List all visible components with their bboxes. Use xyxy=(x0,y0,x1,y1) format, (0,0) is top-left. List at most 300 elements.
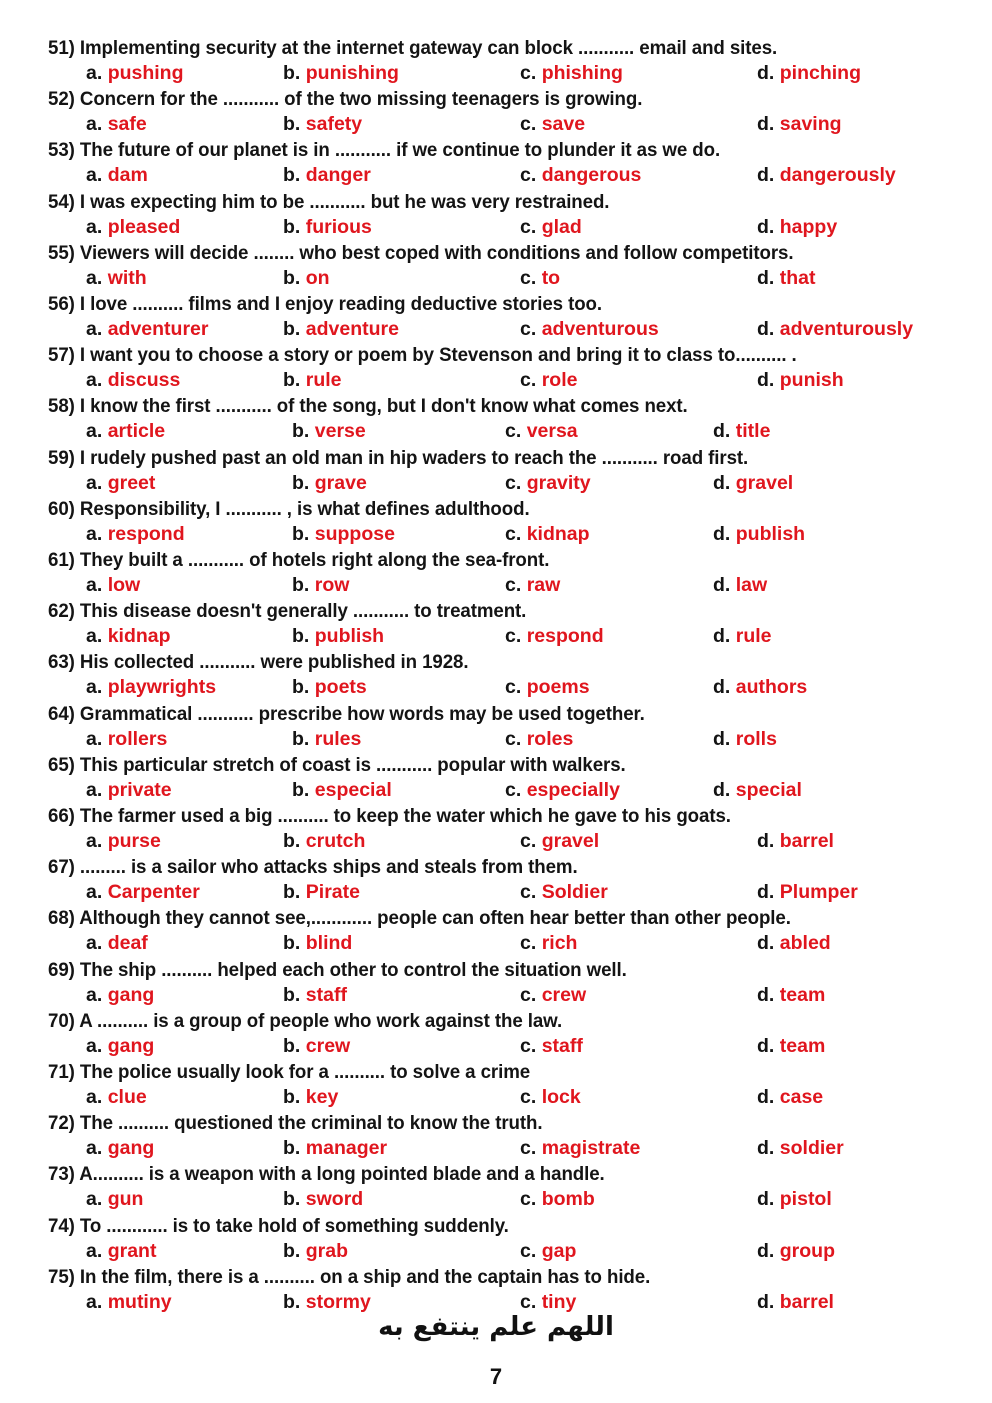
option-label: d. xyxy=(757,1188,775,1211)
option-label: b. xyxy=(283,318,301,340)
answer-option-c[interactable] xyxy=(520,1137,640,1160)
answer-option-c[interactable] xyxy=(520,830,599,853)
answer-option-b[interactable] xyxy=(292,676,367,699)
question-number: 65) xyxy=(48,753,75,776)
answer-option-c[interactable] xyxy=(520,369,577,392)
option-label: a. xyxy=(86,983,103,1006)
option-text: Pirate xyxy=(305,881,360,904)
answer-option-a[interactable] xyxy=(86,164,148,187)
question-stem xyxy=(48,88,642,111)
option-text: gang xyxy=(107,1137,155,1160)
option-label: b. xyxy=(283,369,301,392)
answer-option-a[interactable] xyxy=(86,1086,147,1109)
question-text: The .......... questioned the criminal to know the truth. xyxy=(79,1112,543,1135)
answer-option-c[interactable] xyxy=(520,881,608,904)
option-text: suppose xyxy=(314,522,395,545)
question-stem xyxy=(48,447,748,470)
option-text: case xyxy=(779,1086,824,1108)
answer-option-a[interactable] xyxy=(86,574,140,597)
option-label: a. xyxy=(86,1188,103,1211)
option-text: rules xyxy=(314,727,362,750)
option-label: a. xyxy=(86,1034,103,1057)
option-text: dangerously xyxy=(779,164,896,187)
answer-option-b[interactable] xyxy=(283,1035,350,1058)
answer-option-a[interactable] xyxy=(86,267,147,290)
option-text: gravity xyxy=(526,471,591,494)
question-stem xyxy=(48,1061,530,1084)
answer-option-d[interactable] xyxy=(757,881,858,904)
question-number: 59) xyxy=(48,446,75,469)
option-text: adventurously xyxy=(779,318,914,340)
option-label: b. xyxy=(292,420,310,443)
question-stem xyxy=(48,37,777,60)
option-label: b. xyxy=(283,266,301,289)
answer-option-b[interactable] xyxy=(283,1240,348,1263)
option-text: furious xyxy=(305,215,372,238)
question-text: To ............ is to take hold of something suddenly. xyxy=(79,1214,509,1237)
answer-option-c[interactable] xyxy=(520,62,623,85)
answer-option-c[interactable] xyxy=(520,164,641,187)
answer-option-b[interactable] xyxy=(292,472,367,495)
answer-option-c[interactable] xyxy=(505,523,590,546)
question-text: This disease doesn't generally ........... to treatment. xyxy=(79,600,527,623)
question-text: The farmer used a big .......... to keep the water which he gave to his goats. xyxy=(79,805,731,827)
footer-prayer: اللهم علم ينتفع به xyxy=(378,1312,614,1342)
answer-option-b[interactable] xyxy=(283,318,399,341)
answer-option-d[interactable] xyxy=(757,1137,844,1160)
option-label: d. xyxy=(757,830,775,852)
answer-option-a[interactable] xyxy=(86,420,165,443)
question-stem xyxy=(48,549,549,572)
option-text: low xyxy=(107,574,141,596)
answer-option-c[interactable] xyxy=(520,932,577,955)
option-text: staff xyxy=(541,1034,583,1057)
option-label: c. xyxy=(520,983,537,1006)
answer-option-b[interactable] xyxy=(283,984,347,1007)
answer-option-c[interactable] xyxy=(520,216,582,239)
answer-option-d[interactable] xyxy=(757,1035,825,1058)
option-label: d. xyxy=(757,1086,775,1108)
option-text: magistrate xyxy=(541,1137,641,1160)
option-label: b. xyxy=(283,62,301,84)
answer-option-b[interactable] xyxy=(283,164,371,187)
answer-option-b[interactable] xyxy=(292,420,366,443)
option-text: dangerous xyxy=(541,164,642,187)
option-label: c. xyxy=(520,1086,537,1108)
answer-option-d[interactable] xyxy=(757,932,831,955)
option-text: grab xyxy=(305,1239,349,1262)
answer-option-b[interactable] xyxy=(283,881,360,904)
question-text: I rudely pushed past an old man in hip waders to reach the ........... road first. xyxy=(79,446,749,469)
question-number: 72) xyxy=(48,1112,75,1135)
option-label: a. xyxy=(86,471,103,494)
question-text: I know the first ........... of the song, but I don't know what comes next. xyxy=(79,395,688,418)
answer-option-b[interactable] xyxy=(283,369,342,392)
question-text: Responsibility, I ........... , is what defines adulthood. xyxy=(79,497,530,520)
option-label: a. xyxy=(86,113,103,136)
option-text: adventure xyxy=(305,318,399,340)
answer-option-d[interactable] xyxy=(713,728,777,751)
option-text: crew xyxy=(541,983,587,1006)
answer-option-d[interactable] xyxy=(713,574,767,597)
question-text: Grammatical ........... prescribe how words may be used together. xyxy=(79,702,645,725)
question-stem xyxy=(48,754,626,777)
answer-option-a[interactable] xyxy=(86,472,155,495)
answer-option-c[interactable] xyxy=(520,1240,576,1263)
question-text: Although they cannot see,............ people can often hear better than other people. xyxy=(79,907,791,930)
option-label: d. xyxy=(757,266,775,289)
option-text: purse xyxy=(107,830,161,852)
answer-option-b[interactable] xyxy=(283,216,372,239)
option-text: to xyxy=(541,266,561,289)
answer-option-d[interactable] xyxy=(757,830,834,853)
option-text: soldier xyxy=(779,1137,844,1160)
question-number: 61) xyxy=(48,549,75,571)
answer-option-c[interactable] xyxy=(520,318,659,341)
option-label: d. xyxy=(757,1034,775,1057)
option-text: gang xyxy=(107,983,155,1006)
answer-option-a[interactable] xyxy=(86,830,161,853)
answer-option-b[interactable] xyxy=(292,779,392,802)
page-number: 7 xyxy=(489,1364,503,1389)
answer-option-d[interactable] xyxy=(757,113,842,136)
answer-option-a[interactable] xyxy=(86,676,216,699)
question-text: They built a ........... of hotels right along the sea-front. xyxy=(79,549,550,571)
option-text: special xyxy=(735,778,802,801)
option-text: punishing xyxy=(305,62,399,84)
question-text: Concern for the ........... of the two missing teenagers is growing. xyxy=(79,88,643,111)
answer-option-d[interactable] xyxy=(757,267,816,290)
question-text: I love .......... films and I enjoy reading deductive stories too. xyxy=(79,293,602,315)
option-label: a. xyxy=(86,778,103,801)
answer-option-b[interactable] xyxy=(283,932,352,955)
option-label: c. xyxy=(505,676,522,699)
option-text: discuss xyxy=(107,369,181,392)
question-stem xyxy=(48,344,797,367)
question-number: 68) xyxy=(48,907,75,930)
answer-option-c[interactable] xyxy=(505,779,620,802)
answer-option-c[interactable] xyxy=(520,1086,581,1109)
answer-option-b[interactable] xyxy=(292,625,384,648)
option-text: law xyxy=(735,574,768,596)
option-text: versa xyxy=(526,420,578,443)
option-text: blind xyxy=(305,932,353,955)
option-text: key xyxy=(305,1086,339,1108)
option-text: adventurous xyxy=(541,318,659,340)
question-stem xyxy=(48,856,578,879)
question-number: 66) xyxy=(48,805,75,827)
question-text: Implementing security at the internet gateway can block ........... email and sites. xyxy=(79,37,778,59)
answer-option-c[interactable] xyxy=(520,1035,583,1058)
question-number: 75) xyxy=(48,1265,75,1288)
answer-option-a[interactable] xyxy=(86,1137,154,1160)
option-text: title xyxy=(735,420,771,443)
option-text: verse xyxy=(314,420,366,443)
option-text: mutiny xyxy=(107,1290,172,1313)
option-label: a. xyxy=(86,420,103,443)
option-label: d. xyxy=(757,881,775,904)
option-text: save xyxy=(541,113,586,136)
option-text: crutch xyxy=(305,830,366,852)
answer-option-b[interactable] xyxy=(292,574,349,597)
answer-option-a[interactable] xyxy=(86,932,148,955)
option-text: greet xyxy=(107,471,156,494)
question-stem xyxy=(48,1215,509,1238)
option-label: b. xyxy=(283,215,301,238)
answer-option-c[interactable] xyxy=(520,1188,595,1211)
answer-option-b[interactable] xyxy=(283,113,362,136)
answer-option-c[interactable] xyxy=(505,574,560,597)
option-label: d. xyxy=(757,62,775,84)
question-text: His collected ........... were published in 1928. xyxy=(79,651,469,674)
answer-option-a[interactable] xyxy=(86,216,180,239)
option-text: lock xyxy=(541,1086,581,1108)
option-text: Soldier xyxy=(541,881,608,904)
option-text: kidnap xyxy=(526,522,590,545)
answer-option-c[interactable] xyxy=(505,728,573,751)
option-text: row xyxy=(314,574,350,596)
answer-option-c[interactable] xyxy=(505,676,590,699)
option-label: d. xyxy=(757,983,775,1006)
question-text: ......... is a sailor who attacks ships and steals from them. xyxy=(79,856,578,879)
answer-option-d[interactable] xyxy=(757,62,861,85)
option-text: phishing xyxy=(541,62,623,84)
answer-option-c[interactable] xyxy=(520,113,585,136)
answer-option-d[interactable] xyxy=(757,318,913,341)
option-text: happy xyxy=(779,215,838,238)
option-text: Plumper xyxy=(779,881,858,904)
option-label: b. xyxy=(283,983,301,1006)
answer-option-b[interactable] xyxy=(292,728,361,751)
option-label: c. xyxy=(520,215,537,238)
option-label: c. xyxy=(520,1188,537,1211)
option-text: gun xyxy=(107,1188,144,1211)
answer-option-b[interactable] xyxy=(283,1086,338,1109)
question-number: 67) xyxy=(48,856,75,879)
question-text: The police usually look for a .......... to solve a crime xyxy=(79,1061,531,1083)
option-label: b. xyxy=(283,1239,301,1262)
answer-option-a[interactable] xyxy=(86,984,154,1007)
option-label: a. xyxy=(86,369,103,392)
answer-option-a[interactable] xyxy=(86,62,184,85)
option-text: manager xyxy=(305,1137,388,1160)
question-number: 52) xyxy=(48,88,75,111)
option-label: c. xyxy=(520,830,537,852)
option-label: d. xyxy=(757,1137,775,1160)
question-text: Viewers will decide ........ who best coped with conditions and follow competitors. xyxy=(79,241,794,264)
answer-option-a[interactable] xyxy=(86,523,185,546)
answer-option-d[interactable] xyxy=(757,1240,835,1263)
option-label: b. xyxy=(283,1188,301,1211)
question-stem xyxy=(48,191,609,214)
answer-option-d[interactable] xyxy=(713,779,802,802)
option-text: private xyxy=(107,778,172,801)
option-text: that xyxy=(779,266,816,289)
answer-option-d[interactable] xyxy=(757,1291,834,1314)
answer-option-b[interactable] xyxy=(283,267,330,290)
answer-option-d[interactable] xyxy=(713,676,807,699)
answer-option-a[interactable] xyxy=(86,625,171,648)
answer-option-d[interactable] xyxy=(757,164,896,187)
answer-option-b[interactable] xyxy=(292,523,395,546)
option-text: gravel xyxy=(735,471,794,494)
option-label: a. xyxy=(86,215,103,238)
answer-option-c[interactable] xyxy=(505,625,604,648)
option-label: b. xyxy=(283,113,301,136)
option-text: gravel xyxy=(541,830,600,852)
question-stem xyxy=(48,293,602,316)
question-number: 71) xyxy=(48,1061,75,1083)
answer-option-a[interactable] xyxy=(86,369,180,392)
answer-option-d[interactable] xyxy=(713,625,772,648)
option-label: d. xyxy=(713,625,731,648)
option-label: a. xyxy=(86,830,103,852)
option-text: clue xyxy=(107,1086,147,1108)
option-text: team xyxy=(779,1034,826,1057)
answer-option-a[interactable] xyxy=(86,728,167,751)
answer-option-d[interactable] xyxy=(713,472,793,495)
question-stem xyxy=(48,1112,542,1135)
answer-option-b[interactable] xyxy=(283,1137,387,1160)
option-label: b. xyxy=(292,574,310,596)
option-text: team xyxy=(779,983,826,1006)
answer-option-c[interactable] xyxy=(505,472,591,495)
option-text: barrel xyxy=(779,1290,834,1313)
option-text: rule xyxy=(735,625,772,648)
answer-option-a[interactable] xyxy=(86,1188,143,1211)
option-label: c. xyxy=(520,1290,537,1313)
option-label: b. xyxy=(292,676,310,699)
option-text: raw xyxy=(526,574,561,596)
answer-option-d[interactable] xyxy=(713,420,770,443)
option-text: pinching xyxy=(779,62,862,84)
answer-option-a[interactable] xyxy=(86,318,208,341)
question-number: 54) xyxy=(48,190,75,213)
option-text: pushing xyxy=(107,62,184,84)
option-label: a. xyxy=(86,932,103,955)
option-text: glad xyxy=(541,215,582,238)
answer-option-b[interactable] xyxy=(283,1188,363,1211)
option-label: c. xyxy=(505,522,522,545)
option-label: d. xyxy=(713,522,731,545)
option-label: b. xyxy=(283,1086,301,1108)
answer-option-a[interactable] xyxy=(86,1291,172,1314)
option-text: safe xyxy=(107,113,147,136)
question-number: 53) xyxy=(48,139,75,162)
option-label: d. xyxy=(757,215,775,238)
option-label: d. xyxy=(757,1239,775,1262)
question-stem xyxy=(48,959,627,982)
option-text: bomb xyxy=(541,1188,595,1211)
answer-option-a[interactable] xyxy=(86,881,200,904)
answer-option-b[interactable] xyxy=(283,830,365,853)
option-label: a. xyxy=(86,1137,103,1160)
option-label: a. xyxy=(86,574,103,596)
answer-option-c[interactable] xyxy=(520,984,586,1007)
option-label: b. xyxy=(292,471,310,494)
option-label: d. xyxy=(713,778,731,801)
option-label: c. xyxy=(520,266,537,289)
answer-option-a[interactable] xyxy=(86,1035,154,1058)
answer-option-d[interactable] xyxy=(757,984,825,1007)
option-text: rich xyxy=(541,932,578,955)
option-text: roles xyxy=(526,727,574,750)
option-label: c. xyxy=(505,625,522,648)
question-number: 55) xyxy=(48,241,75,264)
option-text: dam xyxy=(107,164,148,187)
question-number: 74) xyxy=(48,1214,75,1237)
question-number: 51) xyxy=(48,37,75,59)
option-text: especial xyxy=(314,778,392,801)
option-label: a. xyxy=(86,625,103,648)
answer-option-c[interactable] xyxy=(520,1291,576,1314)
answer-option-b[interactable] xyxy=(283,62,399,85)
option-label: d. xyxy=(757,1290,775,1313)
option-text: gap xyxy=(541,1239,577,1262)
option-text: rollers xyxy=(107,727,168,750)
answer-option-b[interactable] xyxy=(283,1291,371,1314)
question-number: 58) xyxy=(48,395,75,418)
question-stem xyxy=(48,600,526,623)
option-text: grave xyxy=(314,471,367,494)
option-text: publish xyxy=(735,522,806,545)
option-label: b. xyxy=(283,881,301,904)
option-label: c. xyxy=(505,471,522,494)
answer-option-a[interactable] xyxy=(86,1240,156,1263)
option-label: a. xyxy=(86,164,103,187)
question-number: 57) xyxy=(48,344,75,367)
answer-option-d[interactable] xyxy=(757,216,837,239)
option-label: c. xyxy=(520,113,537,136)
answer-option-a[interactable] xyxy=(86,113,147,136)
option-text: staff xyxy=(305,983,347,1006)
option-label: a. xyxy=(86,266,103,289)
answer-option-c[interactable] xyxy=(520,267,560,290)
option-label: c. xyxy=(520,881,537,904)
option-label: d. xyxy=(713,676,731,699)
option-label: a. xyxy=(86,522,103,545)
option-text: group xyxy=(779,1239,835,1262)
question-text: In the film, there is a .......... on a ship and the captain has to hide. xyxy=(79,1265,651,1288)
answer-option-d[interactable] xyxy=(713,523,805,546)
option-text: article xyxy=(107,420,166,443)
option-label: b. xyxy=(283,1137,301,1160)
option-text: authors xyxy=(735,676,808,699)
answer-option-a[interactable] xyxy=(86,779,172,802)
option-label: b. xyxy=(283,164,301,187)
option-text: rolls xyxy=(735,727,777,750)
question-stem xyxy=(48,703,645,726)
option-label: d. xyxy=(713,574,731,596)
answer-option-d[interactable] xyxy=(757,1086,823,1109)
option-label: c. xyxy=(505,778,522,801)
question-text: The ship .......... helped each other to control the situation well. xyxy=(79,958,627,981)
answer-option-d[interactable] xyxy=(757,1188,832,1211)
option-label: d. xyxy=(713,420,731,443)
option-label: d. xyxy=(757,113,775,136)
option-label: b. xyxy=(292,727,310,750)
option-text: danger xyxy=(305,164,371,187)
option-label: b. xyxy=(283,1034,301,1057)
question-text: I was expecting him to be ........... but he was very restrained. xyxy=(79,190,610,213)
question-stem xyxy=(48,242,793,265)
answer-option-c[interactable] xyxy=(505,420,578,443)
question-text: This particular stretch of coast is ........... popular with walkers. xyxy=(79,753,626,776)
option-text: on xyxy=(305,266,330,289)
answer-option-d[interactable] xyxy=(757,369,844,392)
question-text: I want you to choose a story or poem by Stevenson and bring it to class to.......... . xyxy=(79,344,797,367)
option-label: a. xyxy=(86,676,103,699)
